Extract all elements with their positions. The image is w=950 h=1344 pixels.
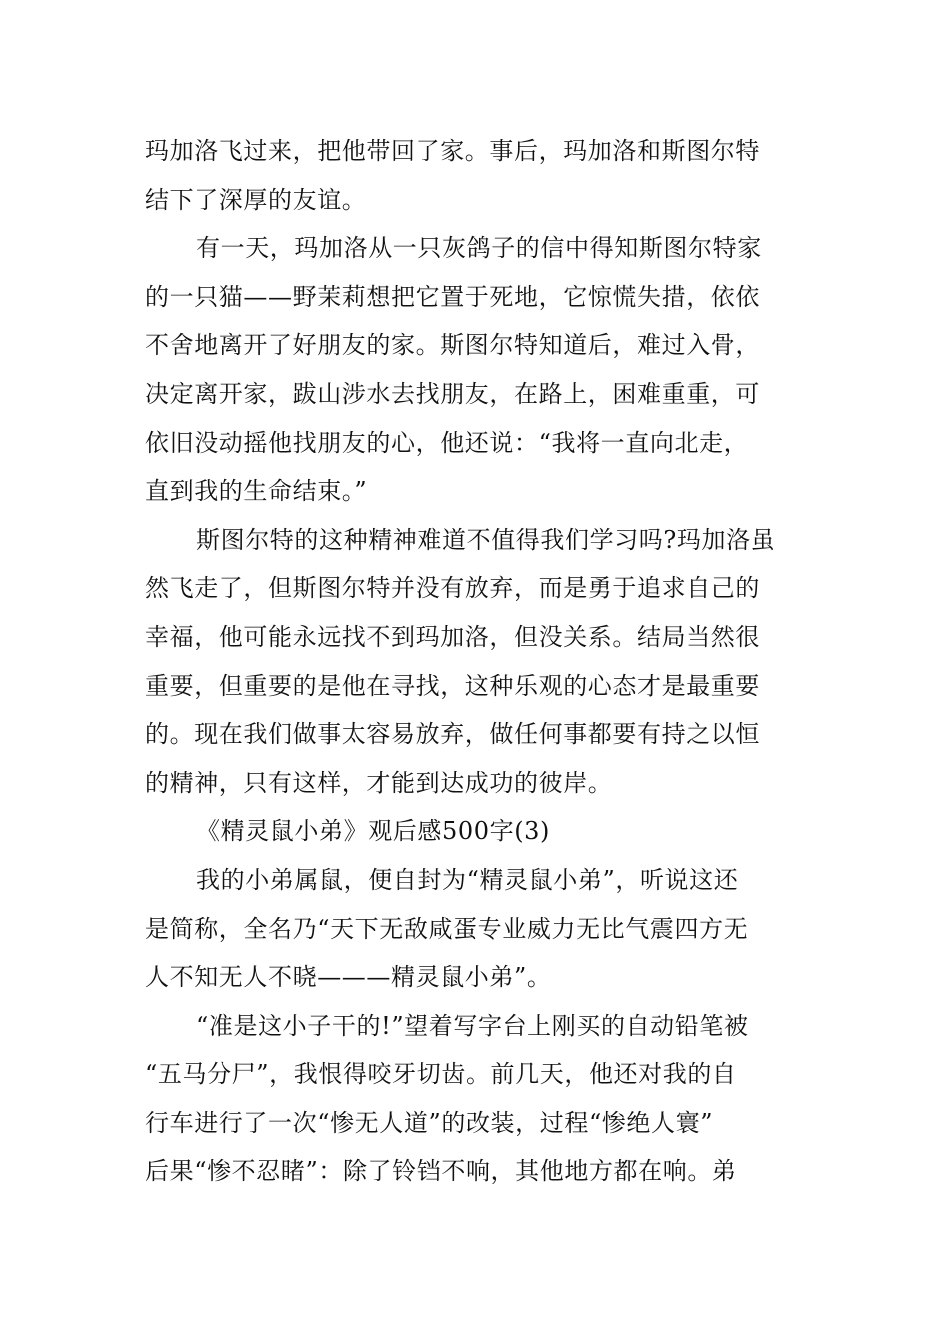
text-line: 玛加洛飞过来，把他带回了家。事后，玛加洛和斯图尔特 xyxy=(145,137,760,165)
text-line: 依旧没动摇他找朋友的心，他还说：“我将一直向北走， xyxy=(145,428,749,457)
paragraph-start-line: “准是这小子干的!”望着写字台上刚买的自动铅笔被 xyxy=(196,1011,749,1040)
text-line: 人不知无人不晓———精灵鼠小弟”。 xyxy=(145,963,552,992)
text-line: 后果“惨不忍睹”：除了铃铛不响，其他地方都在响。弟 xyxy=(145,1157,737,1186)
text-line: “五马分尸”，我恨得咬牙切齿。前几天，他还对我的自 xyxy=(145,1060,737,1089)
text-line: 的一只猫——野茉莉想把它置于死地，它惊慌失措，依依 xyxy=(145,282,760,311)
paragraph-start-line: 有一天，玛加洛从一只灰鸽子的信中得知斯图尔特家 xyxy=(196,234,762,263)
text-line: 的精神，只有这样，才能到达成功的彼岸。 xyxy=(145,768,613,797)
document-body xyxy=(145,127,805,1196)
text-line: 幸福，他可能永远找不到玛加洛，但没关系。结局当然很 xyxy=(145,622,760,651)
text-line: 决定离开家，跋山涉水去找朋友，在路上，困难重重，可 xyxy=(145,379,760,408)
text-line: 不舍地离开了好朋友的家。斯图尔特知道后，难过入骨， xyxy=(145,331,760,360)
text-line: 直到我的生命结束。” xyxy=(145,477,368,506)
text-line: 是简称，全名乃“天下无敌咸蛋专业威力无比气震四方无 xyxy=(145,914,749,943)
section-heading: 《精灵鼠小弟》观后感500字(3) xyxy=(196,817,551,846)
text-line: 结下了深厚的友谊。 xyxy=(145,185,367,214)
paragraph-start-line: 我的小弟属鼠，便自封为“精灵鼠小弟”，听说这还 xyxy=(196,865,739,894)
text-line: 行车进行了一次“惨无人道”的改装，过程“惨绝人寰” xyxy=(145,1108,714,1137)
text-line: 的。现在我们做事太容易放弃，做任何事都要有持之以恒 xyxy=(145,720,760,749)
text-line: 重要，但重要的是他在寻找，这种乐观的心态才是最重要 xyxy=(145,671,760,700)
text-line: 然飞走了，但斯图尔特并没有放弃，而是勇于追求自己的 xyxy=(145,574,760,603)
paragraph-start-line: 斯图尔特的这种精神难道不值得我们学习吗?玛加洛虽 xyxy=(196,525,776,554)
